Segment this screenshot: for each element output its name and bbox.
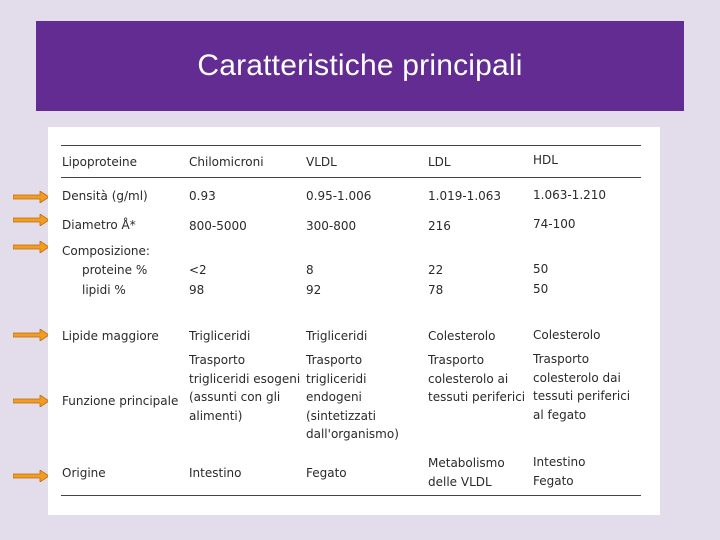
proteine-vldl: 8 bbox=[306, 263, 314, 277]
row-densita-label: Densità (g/ml) bbox=[62, 189, 148, 203]
table-rule-top bbox=[61, 145, 641, 146]
table-rule-header bbox=[61, 177, 641, 178]
origine-ldl-line: Metabolismo bbox=[428, 456, 505, 470]
funzione-vldl-line: dall'organismo) bbox=[306, 427, 399, 441]
lipide-maggiore-hdl: Colesterolo bbox=[533, 328, 601, 342]
arrow-icon bbox=[13, 470, 49, 482]
origine-hdl bbox=[533, 453, 585, 490]
lipidi-hdl: 50 bbox=[533, 282, 549, 296]
row-proteine-label: proteine % bbox=[82, 263, 148, 277]
funzione-hdl bbox=[533, 350, 630, 424]
proteine-ldl: 22 bbox=[428, 263, 444, 277]
arrow-icon bbox=[13, 329, 49, 341]
funzione-hdl-line: colesterolo dai bbox=[533, 370, 621, 385]
funzione-chilomicroni bbox=[189, 351, 300, 425]
funzione-vldl-line: (sintetizzati bbox=[306, 408, 376, 423]
funzione-vldl-line: Trasporto bbox=[306, 353, 363, 367]
lipide-maggiore-vldl: Trigliceridi bbox=[306, 329, 368, 343]
origine-chilomicroni: Intestino bbox=[189, 466, 242, 480]
funzione-vldl bbox=[306, 351, 399, 444]
diametro-ldl: 216 bbox=[428, 219, 451, 233]
origine-ldl-line: delle VLDL bbox=[428, 474, 492, 489]
funzione-vldl-line: endogeni bbox=[306, 390, 362, 404]
table-rule-bottom bbox=[61, 495, 641, 496]
funzione-chilomicroni-line: (assunti con gli bbox=[189, 390, 281, 404]
origine-vldl: Fegato bbox=[306, 466, 347, 480]
funzione-ldl-line: colesterolo ai bbox=[428, 371, 509, 386]
lipide-maggiore-chilomicroni: Trigliceridi bbox=[189, 329, 251, 343]
densita-hdl: 1.063-1.210 bbox=[533, 188, 607, 202]
densita-vldl: 0.95-1.006 bbox=[306, 189, 372, 203]
arrow-icon bbox=[13, 214, 49, 226]
header-vldl: VLDL bbox=[306, 155, 337, 169]
header-lipoproteine: Lipoproteine bbox=[62, 155, 138, 169]
lipide-maggiore-ldl: Colesterolo bbox=[428, 329, 496, 343]
header-hdl: HDL bbox=[533, 153, 558, 167]
funzione-hdl-line: tessuti periferici bbox=[533, 389, 631, 403]
origine-ldl bbox=[428, 454, 505, 491]
proteine-hdl: 50 bbox=[533, 262, 549, 276]
lipoprotein-table bbox=[48, 127, 660, 515]
funzione-hdl-line: Trasporto bbox=[533, 352, 590, 366]
diametro-hdl: 74-100 bbox=[533, 217, 576, 231]
lipidi-ldl: 78 bbox=[428, 283, 444, 297]
title-bar bbox=[36, 21, 684, 111]
arrow-icon bbox=[13, 241, 49, 253]
slide-title: Caratteristiche principali bbox=[197, 49, 523, 82]
funzione-ldl-line: tessuti periferici bbox=[428, 390, 526, 404]
origine-hdl-line: Fegato bbox=[533, 473, 574, 488]
funzione-ldl bbox=[428, 351, 525, 407]
diametro-vldl: 300-800 bbox=[306, 219, 357, 233]
row-funzione-label: Funzione principale bbox=[62, 394, 179, 408]
row-diametro-label: Diametro Å* bbox=[62, 218, 136, 232]
header-chilomicroni: Chilomicroni bbox=[189, 155, 264, 169]
funzione-chilomicroni-line: Trasporto bbox=[189, 353, 246, 367]
funzione-chilomicroni-line: alimenti) bbox=[189, 408, 243, 423]
densita-ldl: 1.019-1.063 bbox=[428, 189, 502, 203]
arrow-icon bbox=[13, 395, 49, 407]
row-lipidi-label: lipidi % bbox=[82, 283, 126, 297]
funzione-vldl-line: trigliceridi bbox=[306, 371, 367, 386]
row-origine-label: Origine bbox=[62, 466, 106, 480]
arrow-icon bbox=[13, 191, 49, 203]
funzione-hdl-line: al fegato bbox=[533, 407, 587, 422]
header-ldl: LDL bbox=[428, 155, 451, 169]
lipidi-vldl: 92 bbox=[306, 283, 322, 297]
funzione-ldl-line: Trasporto bbox=[428, 353, 485, 367]
origine-hdl-line: Intestino bbox=[533, 455, 586, 469]
diametro-chilomicroni: 800-5000 bbox=[189, 219, 247, 233]
lipidi-chilomicroni: 98 bbox=[189, 283, 205, 297]
proteine-chilomicroni: <2 bbox=[189, 263, 207, 277]
funzione-chilomicroni-line: trigliceridi esogeni bbox=[189, 371, 301, 386]
row-composizione-label: Composizione: bbox=[62, 244, 150, 258]
row-lipide-maggiore-label: Lipide maggiore bbox=[62, 329, 159, 343]
densita-chilomicroni: 0.93 bbox=[189, 189, 216, 203]
